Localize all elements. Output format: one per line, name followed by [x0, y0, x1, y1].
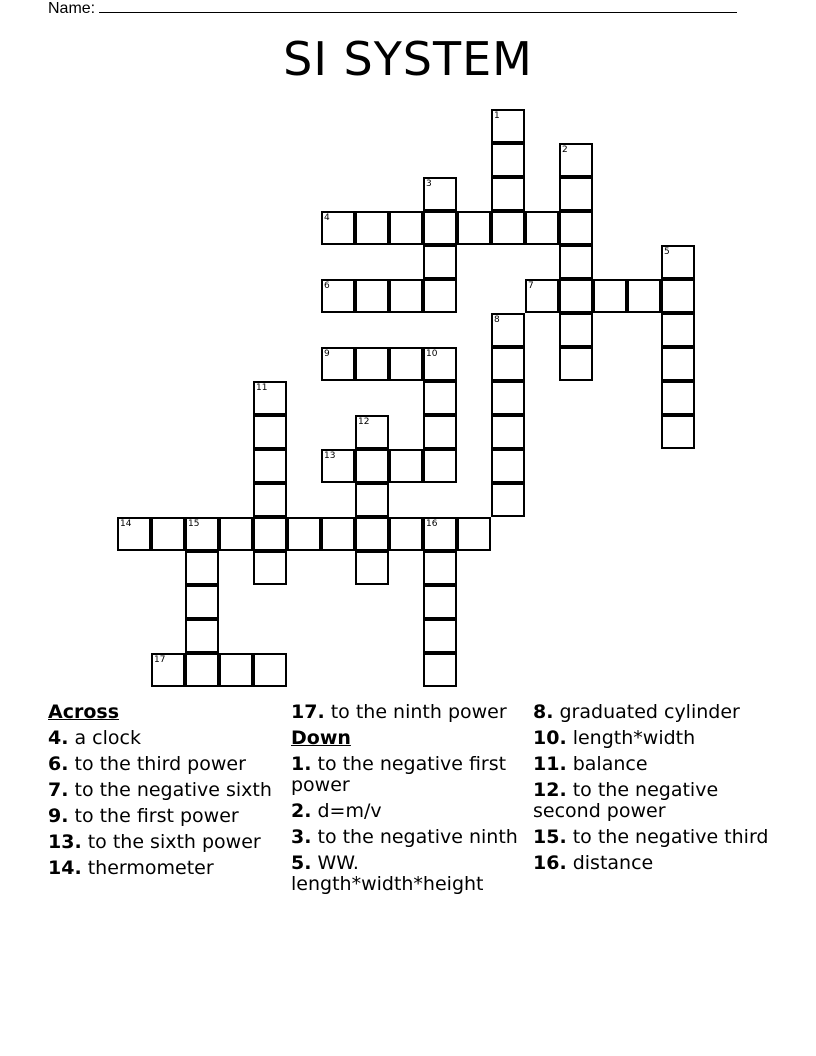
clue-item-text: to the negative ninth [311, 826, 518, 848]
grid-cell[interactable] [287, 517, 321, 551]
clue-item [533, 728, 769, 749]
clue-number: 12 [358, 417, 370, 427]
clue-item-number: 5. [291, 852, 312, 874]
clue-item-text: WW. length*width*height [291, 852, 484, 895]
clue-number: 2 [562, 145, 568, 155]
clue-item-text: thermometer [81, 857, 214, 879]
grid-cell[interactable] [253, 653, 287, 687]
clue-number: 8 [494, 315, 500, 325]
clue-number: 4 [324, 213, 330, 223]
clue-item-text: to the first power [68, 805, 239, 827]
grid-cell[interactable] [423, 653, 457, 687]
clue-item-text: to the negative third [566, 826, 769, 848]
grid-cell[interactable] [559, 143, 593, 177]
clue-item-text: graduated cylinder [553, 701, 740, 723]
clue-item-number: 3. [291, 826, 312, 848]
grid-cell[interactable] [321, 347, 355, 381]
grid-cell[interactable] [185, 653, 219, 687]
clue-item [291, 853, 527, 895]
clue-item [291, 801, 527, 822]
clue-item [291, 702, 527, 723]
grid-cell[interactable] [185, 517, 219, 551]
clue-number: 14 [120, 519, 132, 529]
clue-item [48, 858, 284, 879]
grid-cell[interactable] [491, 415, 525, 449]
grid-cell[interactable] [559, 245, 593, 279]
clue-column-3 [533, 702, 769, 879]
across-heading: Across [48, 701, 120, 723]
clue-item [533, 827, 769, 848]
clue-item-text: length*width [566, 727, 696, 749]
grid-cell[interactable] [423, 619, 457, 653]
across-clue-list-continued [291, 702, 527, 723]
grid-cell[interactable] [219, 653, 253, 687]
grid-cell[interactable] [423, 449, 457, 483]
grid-cell[interactable] [355, 449, 389, 483]
grid-cell[interactable] [457, 517, 491, 551]
grid-cell[interactable] [423, 245, 457, 279]
clue-item-number: 1. [291, 753, 312, 775]
clue-item-text: to the third power [68, 753, 246, 775]
grid-cell[interactable] [355, 415, 389, 449]
clue-item-number: 6. [48, 753, 69, 775]
clue-number: 15 [188, 519, 200, 529]
grid-cell[interactable] [423, 585, 457, 619]
clue-number: 5 [664, 247, 670, 257]
clue-item-number: 16. [533, 852, 567, 874]
grid-cell[interactable] [423, 279, 457, 313]
clue-item-text: to the negative first power [291, 753, 507, 796]
clue-item-text: to the sixth power [81, 831, 261, 853]
clue-number: 1 [494, 111, 500, 121]
grid-cell[interactable] [151, 517, 185, 551]
grid-cell[interactable] [423, 211, 457, 245]
grid-cell[interactable] [661, 347, 695, 381]
clue-item [48, 780, 284, 801]
clue-item-number: 12. [533, 779, 567, 801]
grid-cell[interactable] [525, 279, 559, 313]
grid-cell[interactable] [389, 517, 423, 551]
clue-item-number: 7. [48, 779, 69, 801]
grid-cell[interactable] [661, 415, 695, 449]
grid-cell[interactable] [423, 347, 457, 381]
clue-item [48, 728, 284, 749]
clue-number: 13 [324, 451, 336, 461]
clue-item [48, 806, 284, 827]
clue-item-text: balance [566, 753, 648, 775]
clue-item-number: 15. [533, 826, 567, 848]
grid-cell[interactable] [117, 517, 151, 551]
clue-number: 17 [154, 655, 166, 665]
grid-cell[interactable] [661, 381, 695, 415]
name-label: Name: [48, 0, 96, 17]
clue-item-number: 17. [291, 701, 325, 723]
grid-cell[interactable] [423, 551, 457, 585]
grid-cell[interactable] [559, 177, 593, 211]
clue-number: 9 [324, 349, 330, 359]
grid-cell[interactable] [423, 177, 457, 211]
grid-cell[interactable] [559, 347, 593, 381]
grid-cell[interactable] [423, 517, 457, 551]
grid-cell[interactable] [355, 347, 389, 381]
grid-cell[interactable] [423, 381, 457, 415]
clue-number: 11 [256, 383, 268, 393]
clue-item-number: 14. [48, 857, 82, 879]
across-clue-list [48, 728, 284, 879]
grid-cell[interactable] [559, 279, 593, 313]
grid-cell[interactable] [253, 449, 287, 483]
clue-item-number: 2. [291, 800, 312, 822]
grid-cell[interactable] [661, 279, 695, 313]
grid-cell[interactable] [491, 143, 525, 177]
clue-item-number: 13. [48, 831, 82, 853]
clue-item-text: to the negative sixth [68, 779, 272, 801]
down-heading: Down [291, 727, 351, 749]
clue-item [291, 827, 527, 848]
clue-item-text: a clock [68, 727, 141, 749]
clue-item [48, 832, 284, 853]
grid-cell[interactable] [491, 109, 525, 143]
clue-item [48, 754, 284, 775]
grid-cell[interactable] [423, 415, 457, 449]
grid-cell[interactable] [559, 313, 593, 347]
grid-cell[interactable] [491, 483, 525, 517]
clue-number: 10 [426, 349, 438, 359]
clue-item [533, 780, 769, 822]
grid-cell[interactable] [661, 313, 695, 347]
clue-number: 16 [426, 519, 438, 529]
grid-cell[interactable] [219, 517, 253, 551]
grid-cell[interactable] [389, 279, 423, 313]
clue-item-number: 9. [48, 805, 69, 827]
grid-cell[interactable] [525, 211, 559, 245]
clue-item-number: 4. [48, 727, 69, 749]
grid-cell[interactable] [457, 211, 491, 245]
clue-item-text: d=m/v [311, 800, 382, 822]
grid-cell[interactable] [185, 585, 219, 619]
grid-cell[interactable] [627, 279, 661, 313]
clue-item [291, 754, 527, 796]
clue-item-number: 10. [533, 727, 567, 749]
grid-cell[interactable] [185, 551, 219, 585]
grid-cell[interactable] [253, 415, 287, 449]
grid-cell[interactable] [355, 211, 389, 245]
clue-item-number: 11. [533, 753, 567, 775]
clue-item [533, 853, 769, 874]
grid-cell[interactable] [321, 279, 355, 313]
clue-column-2 [291, 702, 527, 900]
grid-cell[interactable] [355, 483, 389, 517]
grid-cell[interactable] [491, 381, 525, 415]
grid-cell[interactable] [185, 619, 219, 653]
grid-cell[interactable] [389, 347, 423, 381]
grid-cell[interactable] [491, 449, 525, 483]
grid-cell[interactable] [389, 211, 423, 245]
grid-cell[interactable] [355, 279, 389, 313]
grid-cell[interactable] [253, 551, 287, 585]
grid-cell[interactable] [661, 245, 695, 279]
clue-item [533, 754, 769, 775]
grid-cell[interactable] [389, 449, 423, 483]
clue-number: 7 [528, 281, 534, 291]
clue-number: 3 [426, 179, 432, 189]
grid-cell[interactable] [321, 211, 355, 245]
grid-cell[interactable] [355, 551, 389, 585]
clue-item-text: distance [566, 852, 654, 874]
down-clue-list [291, 754, 527, 895]
grid-cell[interactable] [491, 313, 525, 347]
grid-cell[interactable] [491, 347, 525, 381]
grid-cell[interactable] [491, 211, 525, 245]
grid-cell[interactable] [355, 517, 389, 551]
grid-cell[interactable] [151, 653, 185, 687]
grid-cell[interactable] [321, 449, 355, 483]
clue-item-text: to the ninth power [324, 701, 507, 723]
clue-item-text: to the negative second power [533, 779, 719, 822]
clue-item-number: 8. [533, 701, 554, 723]
page-title: SI SYSTEM [283, 32, 533, 86]
down-clue-list-continued [533, 702, 769, 874]
clue-item [533, 702, 769, 723]
grid-cell[interactable] [559, 211, 593, 245]
clue-number: 6 [324, 281, 330, 291]
grid-cell[interactable] [253, 483, 287, 517]
grid-cell[interactable] [321, 517, 355, 551]
grid-cell[interactable] [593, 279, 627, 313]
grid-cell[interactable] [491, 177, 525, 211]
grid-cell[interactable] [253, 517, 287, 551]
grid-cell[interactable] [253, 381, 287, 415]
clue-column-1 [48, 702, 284, 884]
